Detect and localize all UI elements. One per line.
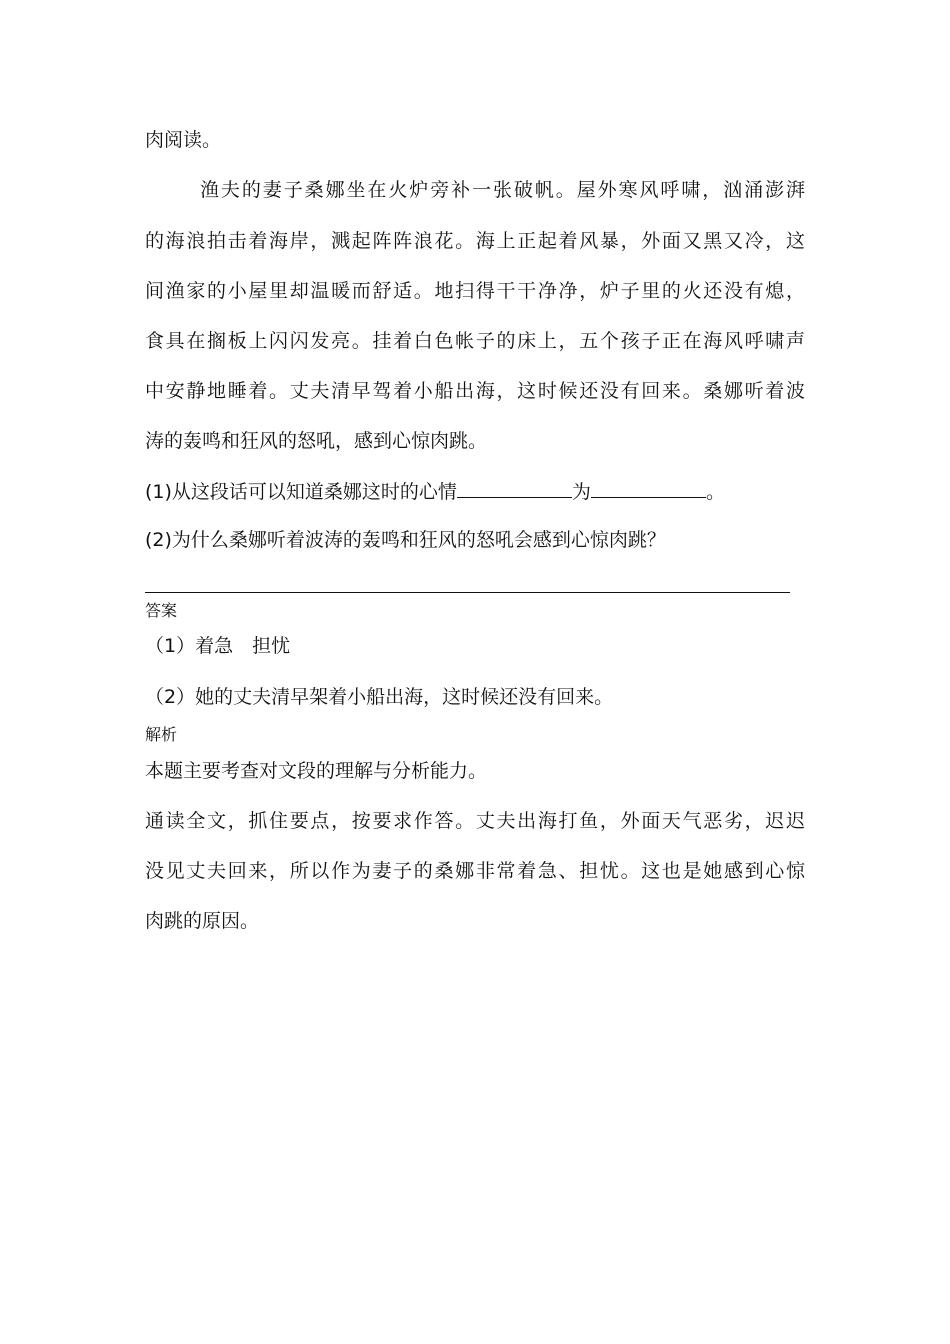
question-1-blank-1[interactable]: [457, 479, 572, 498]
analysis-heading: 解析: [145, 725, 178, 744]
answer-blank-line[interactable]: [145, 592, 790, 593]
question-1-blank-2[interactable]: [591, 479, 706, 498]
analysis-paragraph-line-3: 肉跳的原因。: [145, 910, 260, 932]
question-1-middle: 为: [571, 481, 591, 503]
answer-2: （2）她的丈夫清早架着小船出海，这时候还没有回来。: [145, 686, 614, 708]
question-1: [145, 479, 725, 504]
question-1-prefix: (1)从这段话可以知道桑娜这时的心情: [145, 481, 457, 503]
question-2: (2)为什么桑娜听着波涛的轰鸣和狂风的怒吼会感到心惊肉跳？: [145, 529, 666, 551]
question-1-suffix: 。: [705, 481, 725, 503]
answer-1: （1）着急 担忧: [145, 635, 291, 657]
answer-heading: 答案: [145, 601, 178, 620]
passage-line-1: 渔夫的妻子桑娜坐在火炉旁补一张破帆。屋外寒风呼啸，汹涌澎湃: [200, 179, 805, 201]
passage-line-5: 中安静地睡着。丈夫清早驾着小船出海，这时候还没有回来。桑娜听着波: [145, 380, 805, 402]
analysis-paragraph-line-2: 没见丈夫回来，所以作为妻子的桑娜非常着急、担忧。这也是她感到心惊: [145, 860, 805, 882]
analysis-line-1: 本题主要考查对文段的理解与分析能力。: [145, 760, 488, 782]
passage-line-6: 涛的轰鸣和狂风的怒吼，感到心惊肉跳。: [145, 430, 488, 452]
passage-line-4: 食具在搁板上闪闪发亮。挂着白色帐子的床上，五个孩子正在海风呼啸声: [145, 330, 805, 352]
intro-tail: 肉阅读。: [145, 129, 222, 151]
passage-line-3: 间渔家的小屋里却温暖而舒适。地扫得干干净净，炉子里的火还没有熄，: [145, 280, 805, 302]
analysis-paragraph-line-1: 通读全文，抓住要点，按要求作答。丈夫出海打鱼，外面天气恶劣，迟迟: [145, 810, 805, 832]
passage-line-2: 的海浪拍击着海岸，溅起阵阵浪花。海上正起着风暴，外面又黑又冷，这: [145, 230, 805, 252]
